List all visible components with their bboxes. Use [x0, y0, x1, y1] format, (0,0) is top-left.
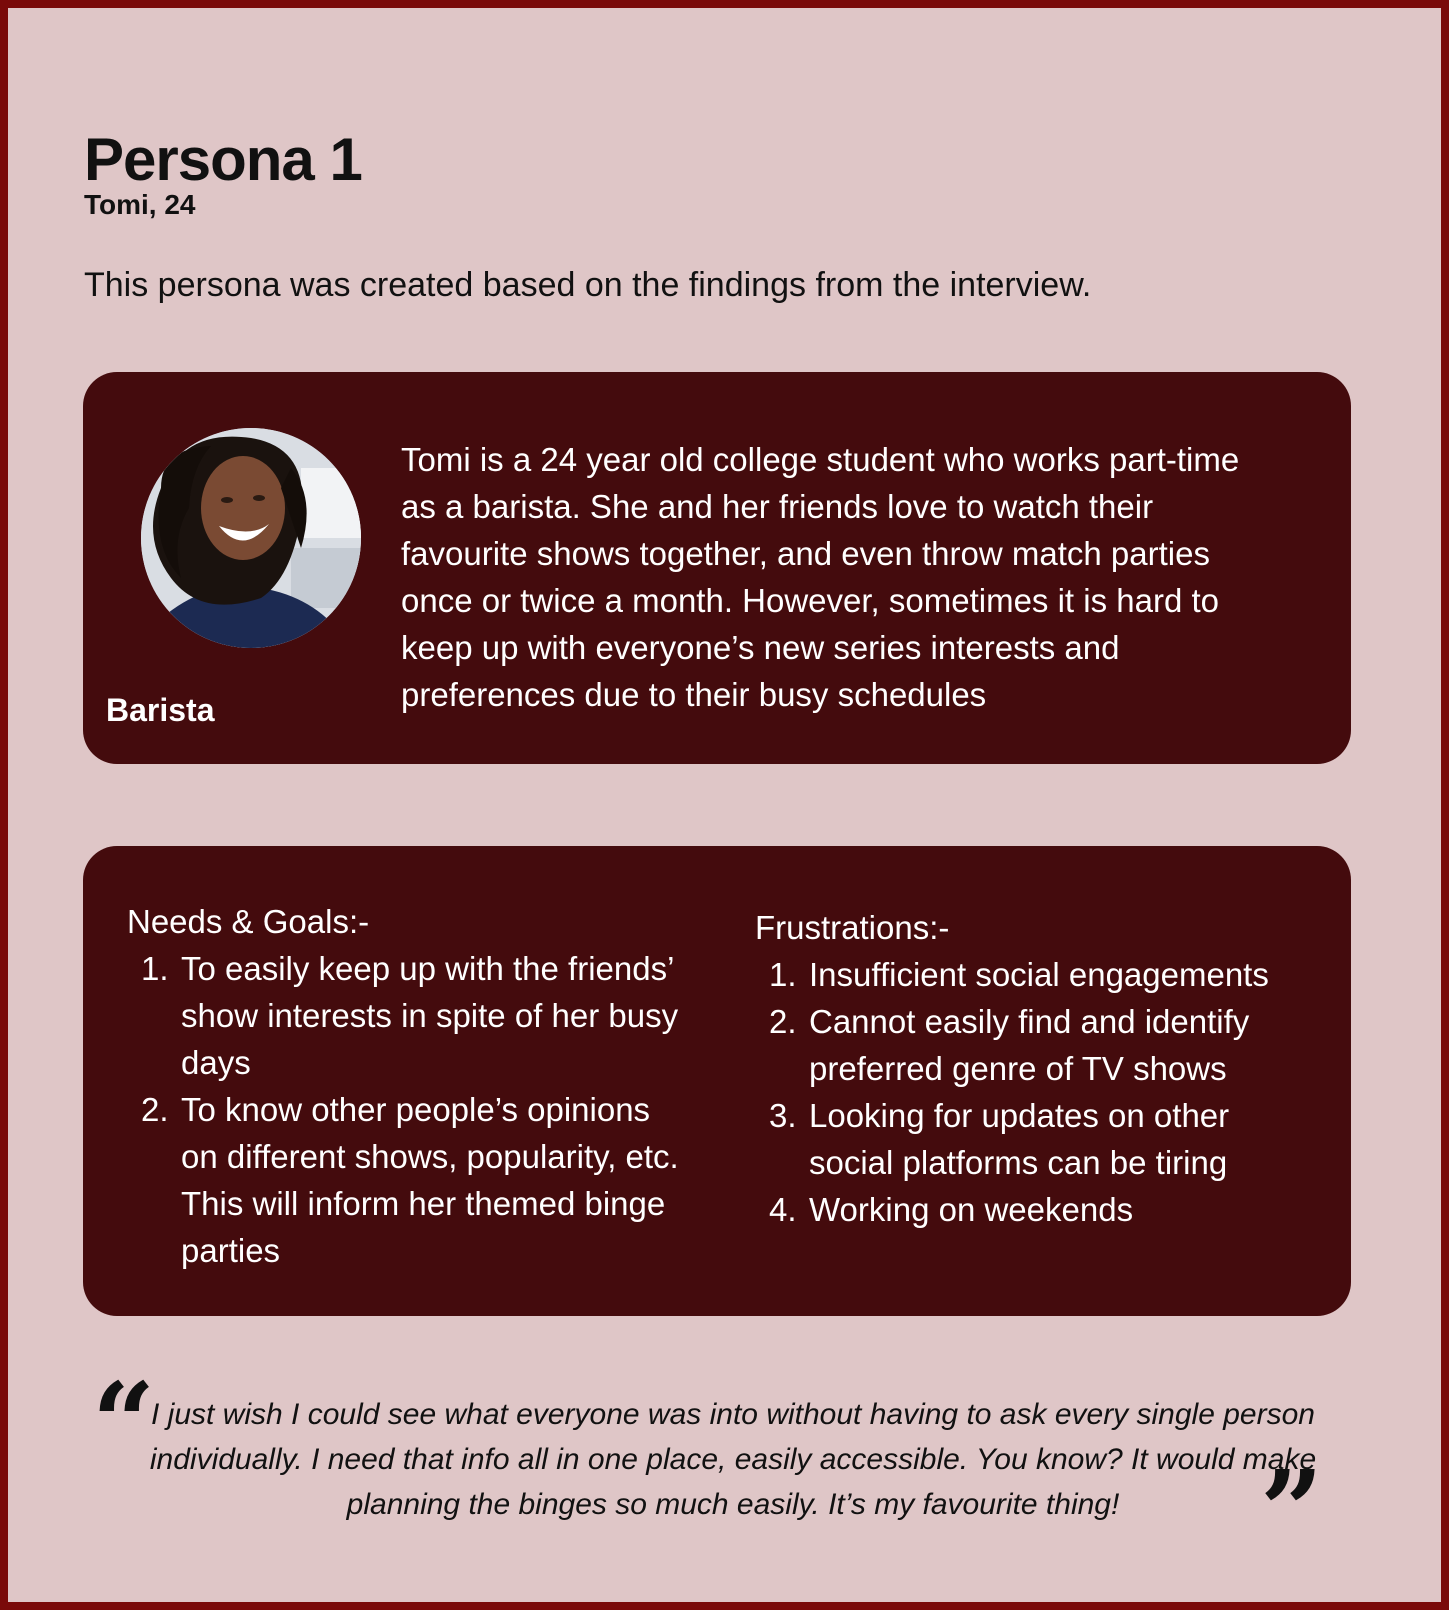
- list-item-number: 1.: [141, 950, 169, 987]
- persona-role: Barista: [106, 692, 215, 728]
- list-item: [755, 1186, 1315, 1233]
- persona-bio: Tomi is a 24 year old college student who works part-time as a barista. She and her friends love to watch their favourite shows together, and even throw match parties once or twice a month. However, sometimes it is hard to keep up with everyone’s new series interests and preferences due to their busy schedules: [401, 441, 1240, 713]
- list-item-number: 3.: [769, 1097, 797, 1134]
- list-item: [127, 1086, 687, 1274]
- list-item-number: 2.: [769, 1003, 797, 1040]
- list-item: [755, 998, 1315, 1092]
- list-item: [755, 951, 1315, 998]
- persona-photo-icon: [141, 428, 361, 648]
- intro-text: This persona was created based on the findings from the interview.: [84, 266, 1092, 304]
- quote-open-icon: “: [92, 1358, 156, 1487]
- needs-goals-list: [127, 945, 687, 1274]
- list-item-text: To know other people’s opinions on different shows, popularity, etc. This will inform her themed binge parties: [181, 1091, 679, 1269]
- profile-card: [83, 372, 1351, 764]
- persona-quote: I just wish I could see what everyone was into without having to ask every single person individually. I need that info all in one place, easily accessible. You know? It would make planning the binges so much easily. It’s my favourite thing!: [149, 1398, 1317, 1521]
- list-item-text: Looking for updates on other social platforms can be tiring: [809, 1097, 1230, 1181]
- needs-goals-heading: Needs & Goals:-: [127, 903, 370, 940]
- list-item-text: Working on weekends: [809, 1191, 1134, 1228]
- frustrations-section: [755, 904, 1315, 1233]
- avatar: [141, 428, 361, 648]
- list-item-number: 4.: [769, 1191, 797, 1228]
- frustrations-heading: Frustrations:-: [755, 909, 950, 946]
- needs-frustrations-card: [83, 846, 1351, 1316]
- list-item: [127, 945, 687, 1086]
- list-item: [755, 1092, 1315, 1186]
- persona-page: [8, 8, 1441, 1602]
- list-item-text: To easily keep up with the friends’ show interests in spite of her busy days: [181, 950, 679, 1081]
- needs-goals-section: [127, 898, 687, 1274]
- list-item-text: Insufficient social engagements: [809, 956, 1269, 993]
- list-item-number: 1.: [769, 956, 797, 993]
- frustrations-list: [755, 951, 1315, 1233]
- page-title: Persona 1: [84, 126, 362, 193]
- persona-name-age: Tomi, 24: [84, 189, 196, 220]
- list-item-number: 2.: [141, 1091, 169, 1128]
- list-item-text: Cannot easily find and identify preferred genre of TV shows: [809, 1003, 1250, 1087]
- quote-close-icon: ”: [1260, 1446, 1324, 1575]
